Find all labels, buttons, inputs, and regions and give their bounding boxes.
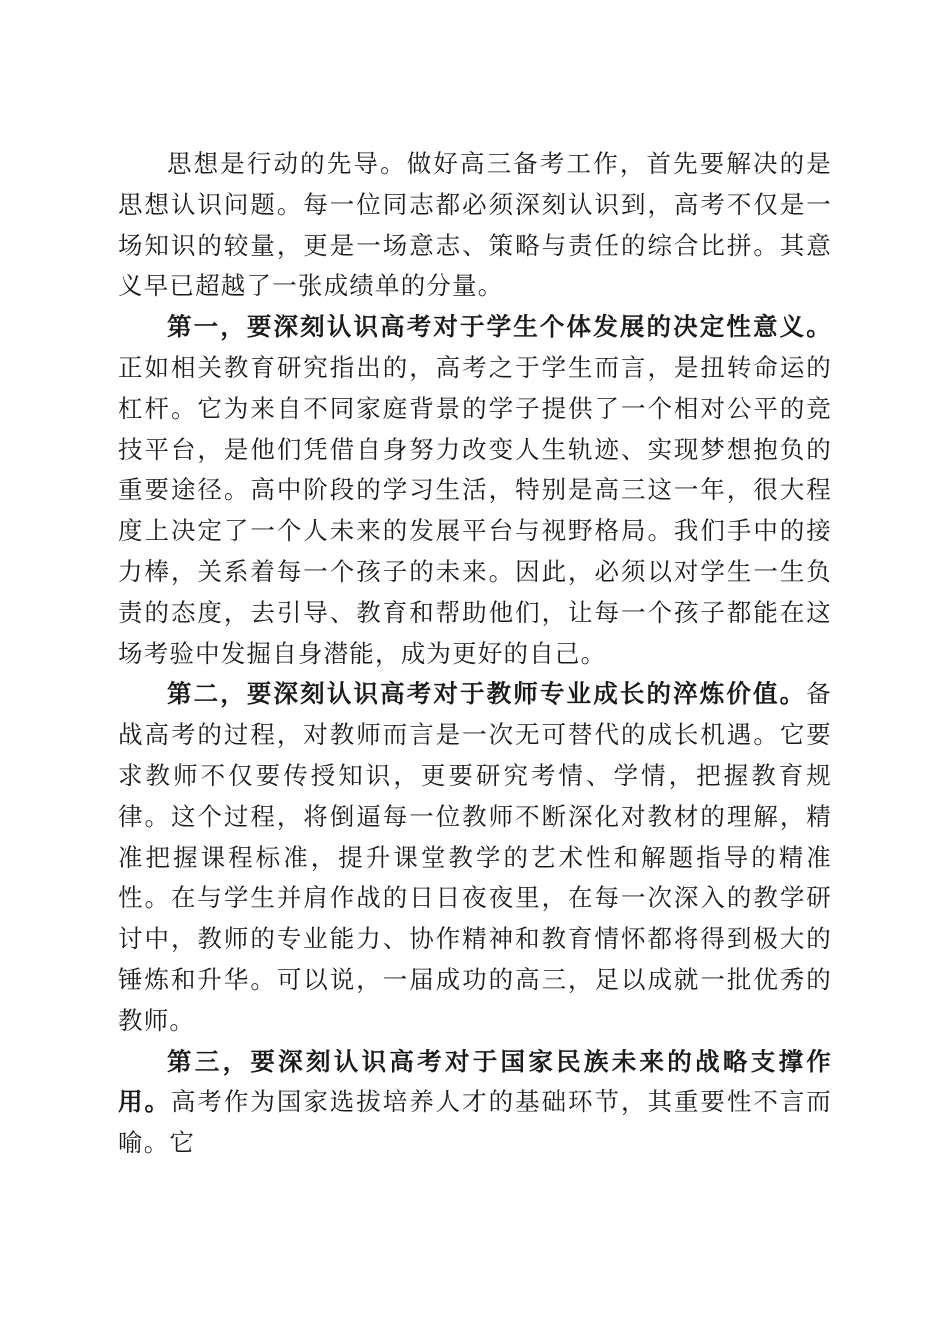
paragraph-point-one-heading: 第一，要深刻认识高考对于学生个体发展的决定性意义。 [167,312,832,342]
paragraph-point-three-heading: 第三，要深刻认识高考对于国家民族未来的战略支撑作用。 [118,1046,832,1117]
document-body [118,144,832,1164]
paragraph-intro [118,144,832,307]
paragraph-point-one [118,307,832,674]
paragraph-point-two-text: 备战高考的过程，对教师而言是一次无可替代的成长机遇。它要求教师不仅要传授知识，更要研究考情、学情，把握教育规律。这个过程，将倒逼每一位教师不断深化对教材的理解，精准把握课程标准，提升课堂教学的艺术性和解题指导的精准性。在与学生并肩作战的日日夜夜里，在每一次深入的教学研讨中，教师的专业能力、协作精神和教育情怀都将得到极大的锤炼和升华。可以说，一届成功的高三，足以成就一批优秀的教师。 [118,679,832,1035]
paragraph-intro-text: 思想是行动的先导。做好高三备考工作，首先要解决的是思想认识问题。每一位同志都必须深刻认识到，高考不仅是一场知识的较量，更是一场意志、策略与责任的综合比拼。其意义早已超越了一张成绩单的分量。 [118,149,832,301]
paragraph-point-two-heading: 第二，要深刻认识高考对于教师专业成长的淬炼价值。 [167,679,807,709]
paragraph-point-three-text: 高考作为国家选拔培养人才的基础环节，其重要性不言而喻。它 [118,1087,832,1158]
paragraph-point-one-text: 正如相关教育研究指出的，高考之于学生而言，是扭转命运的杠杆。它为来自不同家庭背景的学子提供了一个相对公平的竞技平台，是他们凭借自身努力改变人生轨迹、实现梦想抱负的重要途径。高中阶段的学习生活，特别是高三这一年，很大程度上决定了一个人未来的发展平台与视野格局。我们手中的接力棒，关系着每一个孩子的未来。因此，必须以对学生一生负责的态度，去引导、教育和帮助他们，让每一个孩子都能在这场考验中发掘自身潜能，成为更好的自己。 [118,352,832,668]
paragraph-point-two [118,674,832,1041]
paragraph-point-three [118,1042,832,1164]
